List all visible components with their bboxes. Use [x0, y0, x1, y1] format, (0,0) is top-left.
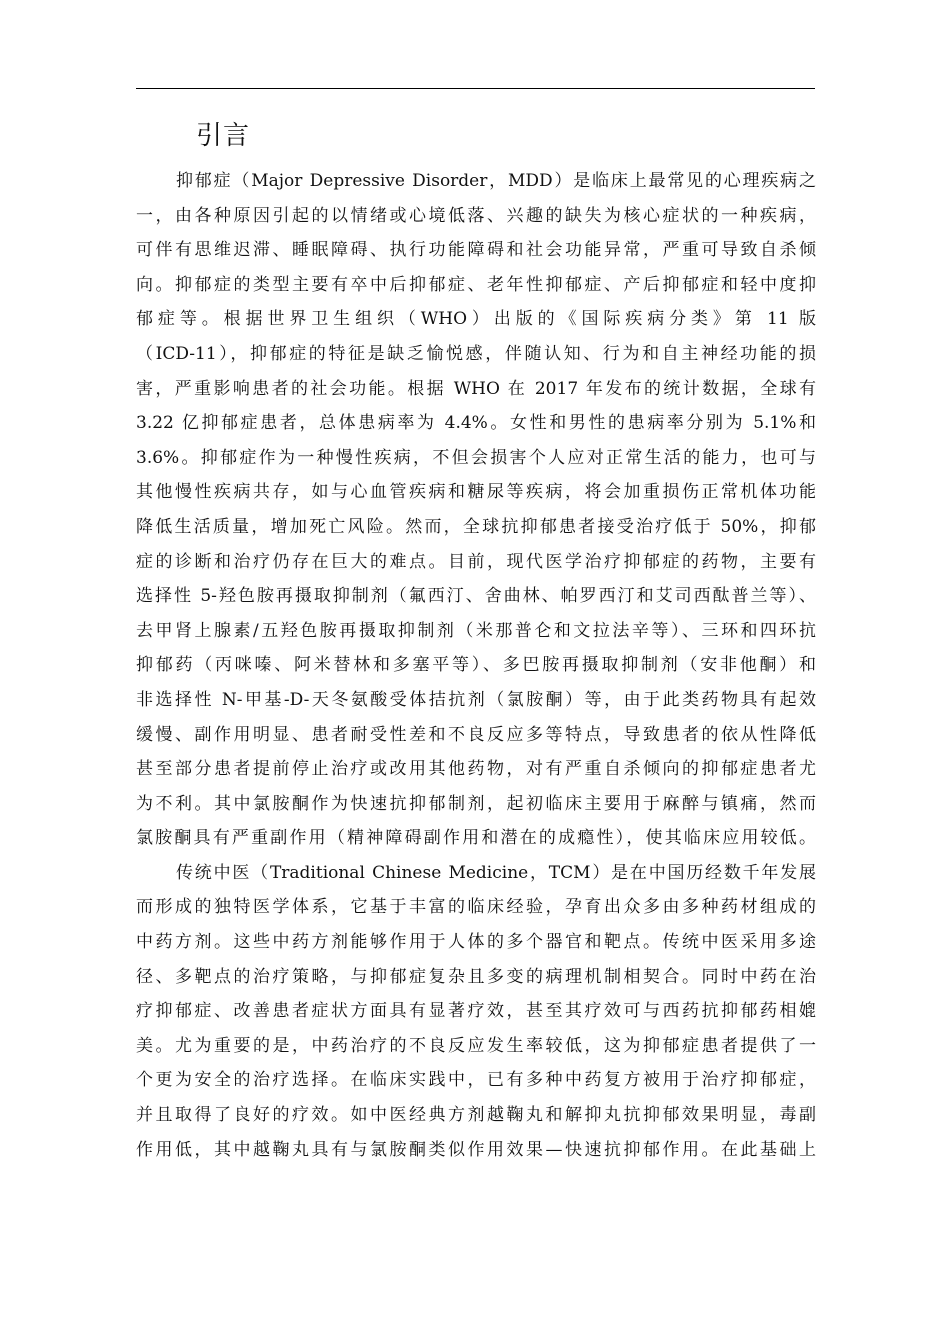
text-line: 并且取得了良好的疗效。如中医经典方剂越鞠丸和解抑丸抗抑郁效果明显，毒副 [136, 1105, 816, 1126]
paragraph-2 [136, 856, 816, 1167]
text-line: 降低生活质量，增加死亡风险。然而，全球抗抑郁患者接受治疗低于 50%，抑郁 [136, 516, 816, 537]
text-line: 传统中医（Traditional Chinese Medicine，TCM）是在中国历经数千年发展 [176, 862, 816, 883]
text-line: 为不利。其中氯胺酮作为快速抗抑郁制剂，起初临床主要用于麻醉与镇痛，然而 [136, 793, 816, 814]
text-line: 3.22 亿抑郁症患者，总体患病率为 4.4%。女性和男性的患病率分别为 5.1%和 [136, 413, 816, 434]
text-line: 抑郁药（丙咪嗪、阿米替林和多塞平等）、多巴胺再摄取抑制剂（安非他酮）和 [136, 655, 816, 676]
text-line: 害，严重影响患者的社会功能。根据 WHO 在 2017 年发布的统计数据，全球有 [136, 378, 816, 399]
text-line: 去甲肾上腺素/五羟色胺再摄取抑制剂（米那普仑和文拉法辛等）、三环和四环抗 [136, 620, 816, 641]
text-line: 美。尤为重要的是，中药治疗的不良反应发生率较低，这为抑郁症患者提供了一 [136, 1035, 816, 1056]
text-line: 作用低，其中越鞠丸具有与氯胺酮类似作用效果—快速抗抑郁作用。在此基础上 [136, 1139, 816, 1160]
text-line: 选择性 5-羟色胺再摄取抑制剂（氟西汀、舍曲林、帕罗西汀和艾司西酞普兰等）、 [136, 586, 816, 607]
text-line: 径、多靶点的治疗策略，与抑郁症复杂且多变的病理机制相契合。同时中药在治 [136, 966, 816, 987]
text-line: 一，由各种原因引起的以情绪或心境低落、兴趣的缺失为核心症状的一种疾病， [136, 205, 816, 226]
body-text [136, 164, 816, 1167]
text-line: 其他慢性疾病共存，如与心血管疾病和糖尿等疾病，将会加重损伤正常机体功能 [136, 482, 816, 503]
text-line: 非选择性 N-甲基-D-天冬氨酸受体拮抗剂（氯胺酮）等，由于此类药物具有起效 [136, 689, 816, 710]
section-heading: 引言 [196, 121, 251, 151]
text-line: 中药方剂。这些中药方剂能够作用于人体的多个器官和靶点。传统中医采用多途 [136, 932, 816, 953]
text-line: （ICD-11），抑郁症的特征是缺乏愉悦感，伴随认知、行为和自主神经功能的损 [136, 343, 816, 364]
text-line: 而形成的独特医学体系，它基于丰富的临床经验，孕育出众多由多种药材组成的 [136, 897, 816, 918]
text-line: 3.6%。抑郁症作为一种慢性疾病，不但会损害个人应对正常生活的能力，也可与 [136, 447, 816, 468]
text-line: 氯胺酮具有严重副作用（精神障碍副作用和潜在的成瘾性），使其临床应用较低。 [136, 828, 816, 849]
text-line: 向。抑郁症的类型主要有卒中后抑郁症、老年性抑郁症、产后抑郁症和轻中度抑 [136, 274, 816, 295]
text-line: 抑郁症（Major Depressive Disorder，MDD）是临床上最常见的心理疾病之 [176, 171, 816, 191]
text-line: 疗抑郁症、改善患者症状方面具有显著疗效，甚至其疗效可与西药抗抑郁药相媲 [136, 1001, 816, 1022]
text-line: 症的诊断和治疗仍存在巨大的难点。目前，现代医学治疗抑郁症的药物，主要有 [136, 551, 816, 572]
paragraph-1 [136, 164, 816, 856]
header-rule [136, 88, 815, 89]
text-line: 郁症等。根据世界卫生组织（WHO）出版的《国际疾病分类》第 11 版 [136, 309, 816, 330]
text-line: 个更为安全的治疗选择。在临床实践中，已有多种中药复方被用于治疗抑郁症， [136, 1070, 816, 1091]
text-line: 可伴有思维迟滞、睡眠障碍、执行功能障碍和社会功能异常，严重可导致自杀倾 [136, 240, 816, 261]
text-line: 缓慢、副作用明显、患者耐受性差和不良反应多等特点，导致患者的依从性降低 [136, 724, 816, 745]
text-line: 甚至部分患者提前停止治疗或改用其他药物，对有严重自杀倾向的抑郁症患者尤 [136, 759, 816, 780]
